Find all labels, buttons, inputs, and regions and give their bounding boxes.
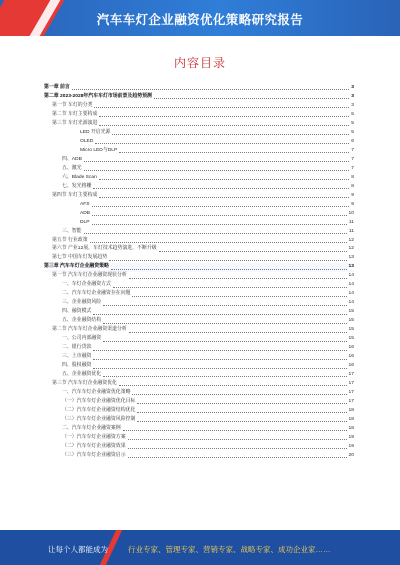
toc-leader-dots: [123, 429, 347, 431]
toc-entry[interactable]: [44, 183, 354, 192]
toc-entry-label: 一、公司内部融资: [62, 336, 102, 342]
toc-entry[interactable]: [44, 165, 354, 174]
toc-entry-page: 7: [351, 147, 354, 153]
toc-entry[interactable]: [44, 93, 354, 102]
toc-entry-label: （一）汽车车灯企业融资优化目标: [62, 398, 136, 404]
toc-entry-label: 第一节 车灯的分类: [52, 102, 93, 108]
toc-entry-page: 14: [348, 300, 354, 306]
page-footer: [0, 530, 400, 565]
toc-entry-page: 19: [348, 443, 354, 449]
toc-leader-dots: [95, 142, 349, 144]
toc-entry[interactable]: [44, 254, 354, 263]
toc-entry[interactable]: [44, 398, 354, 407]
toc-entry-label: 五、企业融资结构: [62, 318, 102, 324]
toc-leader-dots: [92, 205, 350, 207]
toc-leader-dots: [137, 420, 346, 422]
toc-entry[interactable]: [44, 156, 354, 165]
toc-entry-label: 第三章 汽车车灯企业融资策略: [44, 264, 109, 270]
toc-entry-page: 3: [351, 102, 354, 108]
toc-entry-label: 第一节 汽车车灯企业融资现状分析: [52, 273, 127, 279]
table-of-contents: [44, 84, 354, 461]
toc-entry-label: （三）汽车车灯企业融资启示: [62, 452, 126, 458]
toc-leader-dots: [93, 358, 346, 360]
toc-entry-page: 17: [348, 381, 354, 386]
toc-leader-dots: [92, 223, 347, 225]
toc-entry-label: 一、车灯企业融资方式: [62, 282, 111, 288]
toc-entry[interactable]: [44, 111, 354, 120]
toc-entry-page: 9: [351, 192, 354, 198]
toc-entry[interactable]: [44, 308, 354, 317]
toc-entry[interactable]: [44, 317, 354, 326]
footer-slogan-right: 行业专家、管理专家、营销专家、战略专家、成功企业家……: [128, 545, 331, 554]
toc-entry-page: 11: [348, 228, 354, 234]
toc-entry[interactable]: [44, 84, 354, 93]
toc-entry-page: 13: [348, 264, 354, 270]
toc-leader-dots: [129, 277, 347, 279]
toc-entry-page: 12: [348, 246, 354, 252]
toc-leader-dots: [128, 456, 347, 458]
toc-entry-page: 17: [348, 389, 354, 395]
toc-entry-label: 二、汽车车灯企业融资存在问题: [62, 291, 131, 297]
footer-slogan-left: 让每个人都能成为: [48, 545, 108, 554]
toc-entry-label: 第二节 车灯主要构成: [52, 111, 98, 117]
toc-entry-label: 三、上市融资: [62, 354, 92, 360]
toc-entry-page: 5: [351, 111, 354, 117]
toc-entry[interactable]: [44, 416, 354, 425]
toc-leader-dots: [111, 268, 347, 270]
toc-entry[interactable]: [44, 236, 354, 245]
toc-entry-label: （二）汽车车灯企业融资结构优化: [62, 407, 136, 413]
toc-leader-dots: [84, 169, 350, 171]
toc-entry-label: 四、融资模式: [62, 309, 92, 315]
toc-leader-dots: [109, 259, 346, 261]
toc-entry[interactable]: [44, 272, 354, 281]
toc-entry-page: 5: [351, 120, 354, 126]
toc-entry-label: 一、汽车车灯企业融资优化策略: [62, 389, 131, 395]
toc-entry-label: 第一章 前言: [44, 85, 70, 91]
toc-entry[interactable]: [44, 443, 354, 452]
toc-entry-label: 二、银行贷款: [62, 345, 92, 351]
toc-entry[interactable]: [44, 201, 354, 210]
toc-entry-label: 第三节 汽车车灯企业融资优化: [52, 381, 117, 386]
toc-entry[interactable]: [44, 380, 354, 389]
toc-entry[interactable]: [44, 299, 354, 308]
toc-entry-page: 5: [351, 129, 354, 135]
toc-entry[interactable]: [44, 407, 354, 416]
toc-entry[interactable]: [44, 102, 354, 111]
toc-entry-page: 19: [348, 434, 354, 440]
toc-entry[interactable]: [44, 290, 354, 299]
toc-heading: 内容目录: [173, 56, 226, 70]
toc-entry-page: 6: [351, 138, 354, 144]
toc-entry-label: 第七节 中国车灯发展趋势: [52, 255, 108, 261]
toc-entry-page: 3: [351, 85, 354, 91]
toc-leader-dots: [92, 214, 346, 216]
toc-leader-dots: [119, 384, 347, 386]
toc-entry-label: 第三节 车灯光源演进: [52, 120, 98, 126]
toc-leader-dots: [103, 322, 346, 324]
toc-entry[interactable]: [44, 210, 354, 219]
toc-entry[interactable]: [44, 281, 354, 290]
toc-entry-page: 10: [348, 210, 354, 216]
toc-entry-page: 12: [348, 237, 354, 243]
toc-leader-dots: [93, 349, 346, 351]
toc-leader-dots: [154, 97, 349, 99]
toc-leader-dots: [103, 304, 346, 306]
toc-entry-page: 15: [348, 318, 354, 324]
toc-entry-label: （二）汽车车灯企业融资效果: [62, 443, 126, 449]
toc-entry[interactable]: [44, 263, 354, 272]
toc-entry-label: OLED: [80, 138, 94, 144]
toc-entry[interactable]: [44, 138, 354, 147]
toc-entry-page: 15: [348, 309, 354, 315]
toc-entry-label: AFS: [80, 201, 90, 207]
toc-entry[interactable]: [44, 129, 354, 138]
toc-leader-dots: [84, 160, 349, 162]
toc-leader-dots: [99, 196, 349, 198]
toc-entry-page: 20: [348, 452, 354, 458]
toc-leader-dots: [128, 438, 347, 440]
toc-leader-dots: [99, 178, 349, 180]
toc-entry-page: 15: [348, 327, 354, 333]
toc-leader-dots: [99, 124, 349, 126]
toc-entry[interactable]: [44, 326, 354, 335]
toc-entry[interactable]: [44, 192, 354, 201]
toc-leader-dots: [129, 331, 347, 333]
toc-leader-dots: [137, 411, 346, 413]
toc-entry-page: 16: [348, 363, 354, 369]
toc-leader-dots: [137, 402, 346, 404]
toc-entry-page: 14: [348, 282, 354, 288]
toc-entry-label: 四、ADB: [62, 156, 82, 162]
toc-leader-dots: [90, 241, 347, 243]
toc-entry[interactable]: [44, 371, 354, 380]
toc-entry-label: 四、股权融资: [62, 363, 92, 369]
toc-entry-label: LED 开启光源: [80, 129, 111, 135]
toc-leader-dots: [132, 393, 346, 395]
toc-entry[interactable]: [44, 425, 354, 434]
toc-leader-dots: [72, 88, 349, 90]
toc-entry[interactable]: [44, 228, 354, 237]
toc-entry[interactable]: [44, 344, 354, 353]
toc-leader-dots: [84, 232, 347, 234]
toc-entry[interactable]: [44, 120, 354, 129]
toc-leader-dots: [103, 340, 346, 342]
toc-leader-dots: [99, 115, 349, 117]
toc-entry-page: 16: [348, 345, 354, 351]
toc-leader-dots: [93, 367, 346, 369]
toc-leader-dots: [94, 106, 349, 108]
toc-entry[interactable]: [44, 245, 354, 254]
toc-entry[interactable]: [44, 389, 354, 398]
toc-entry[interactable]: [44, 335, 354, 344]
toc-entry-page: 8: [351, 183, 354, 189]
report-title: 汽车车灯企业融资优化策略研究报告: [96, 13, 304, 27]
toc-entry-page: 14: [348, 291, 354, 297]
toc-entry[interactable]: [44, 147, 354, 156]
toc-entry-page: 11: [348, 219, 354, 225]
toc-entry-label: 第二章 2023-2028年汽车车灯市场前景及趋势预测: [44, 94, 152, 99]
toc-entry-label: 第五节 行业政策: [52, 237, 88, 243]
toc-entry-label: 第六节 产业12展，车灯技术趋势演进，不断升级: [52, 246, 157, 252]
toc-entry-label: 第四节 车灯主要构成: [52, 192, 98, 198]
toc-entry-page: 17: [348, 398, 354, 404]
toc-leader-dots: [119, 151, 349, 153]
toc-entry-label: 七、发光格栅: [62, 183, 92, 189]
toc-entry-label: DLP: [80, 219, 90, 225]
toc-entry-page: 14: [348, 273, 354, 279]
toc-entry-page: 7: [351, 165, 354, 171]
toc-entry[interactable]: [44, 353, 354, 362]
toc-entry-page: 15: [348, 336, 354, 342]
toc-entry[interactable]: [44, 452, 354, 461]
toc-entry-page: 18: [348, 407, 354, 413]
toc-entry[interactable]: [44, 174, 354, 183]
toc-entry-page: 18: [348, 416, 354, 422]
toc-leader-dots: [128, 447, 347, 449]
toc-entry[interactable]: [44, 434, 354, 443]
toc-entry[interactable]: [44, 362, 354, 371]
toc-entry-page: 8: [351, 174, 354, 180]
report-header: [0, 0, 400, 36]
toc-entry-page: 7: [351, 156, 354, 162]
toc-entry-label: 三、企业融资风险: [62, 300, 102, 306]
toc-entry-label: 三、智能: [62, 228, 82, 234]
toc-leader-dots: [159, 250, 347, 252]
toc-entry-label: ADB: [80, 210, 91, 216]
toc-entry-label: 六、Blade Scan: [62, 174, 97, 180]
toc-entry-page: 9: [351, 201, 354, 207]
toc-entry-label: （三）汽车车灯企业融资风险控制: [62, 416, 136, 422]
toc-leader-dots: [93, 187, 349, 189]
toc-leader-dots: [93, 313, 346, 315]
toc-entry-label: 五、企业融资优化: [62, 372, 102, 378]
toc-entry-label: 第二节 汽车车灯企业融资渠道分析: [52, 327, 127, 333]
toc-entry-label: 二、汽车车灯企业融资案例: [62, 425, 121, 431]
toc-entry[interactable]: [44, 219, 354, 228]
toc-entry-page: 18: [348, 425, 354, 431]
toc-entry-label: Micro LED与DLP: [80, 147, 118, 153]
toc-entry-page: 3: [351, 94, 354, 99]
toc-leader-dots: [103, 375, 346, 377]
toc-entry-page: 13: [348, 255, 354, 261]
toc-entry-label: 五、激光: [62, 165, 82, 171]
toc-leader-dots: [112, 133, 349, 135]
toc-entry-label: （一）汽车车灯企业融资方案: [62, 434, 126, 440]
toc-leader-dots: [132, 295, 346, 297]
toc-entry-page: 16: [348, 354, 354, 360]
toc-leader-dots: [113, 286, 347, 288]
toc-entry-page: 17: [348, 372, 354, 378]
